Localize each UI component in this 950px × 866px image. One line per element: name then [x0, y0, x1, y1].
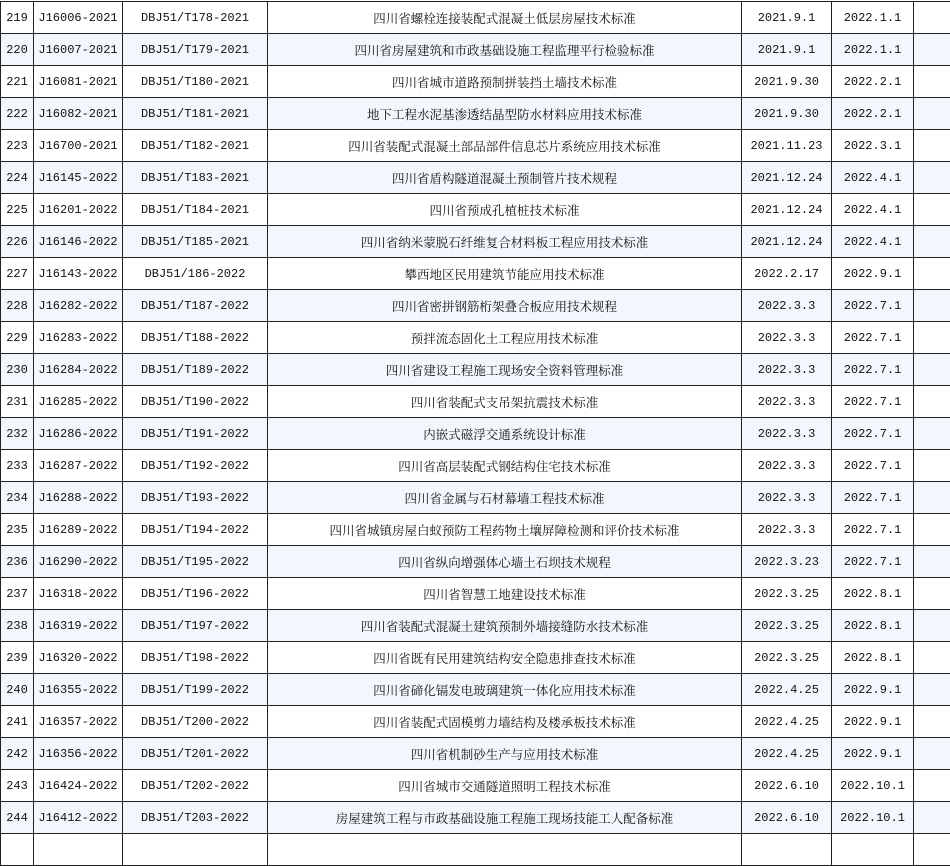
table-row — [1, 738, 950, 770]
publish-date-cell: 2022.4.25 — [742, 674, 832, 706]
table-row — [1, 642, 950, 674]
standard-code-cell: DBJ51/T189-2022 — [123, 354, 268, 386]
row-number-cell: 226 — [1, 226, 34, 258]
row-number-cell: 236 — [1, 546, 34, 578]
standard-code-cell: DBJ51/T184-2021 — [123, 194, 268, 226]
empty-cell — [914, 258, 950, 290]
record-number-cell: J16286-2022 — [34, 418, 123, 450]
record-number-cell: J16318-2022 — [34, 578, 123, 610]
empty-cell — [914, 194, 950, 226]
empty-cell — [914, 386, 950, 418]
empty-cell — [914, 98, 950, 130]
standard-title-cell: 攀西地区民用建筑节能应用技术标准 — [268, 258, 742, 290]
empty-cell — [914, 226, 950, 258]
effective-date-cell — [832, 834, 914, 866]
empty-cell — [914, 546, 950, 578]
publish-date-cell: 2021.9.30 — [742, 98, 832, 130]
publish-date-cell: 2021.12.24 — [742, 162, 832, 194]
standard-code-cell: DBJ51/T193-2022 — [123, 482, 268, 514]
table-row — [1, 258, 950, 290]
standard-title-cell: 四川省纳米蒙脱石纤维复合材料板工程应用技术标准 — [268, 226, 742, 258]
table-row — [1, 802, 950, 834]
row-number-cell: 221 — [1, 66, 34, 98]
row-number-cell: 230 — [1, 354, 34, 386]
publish-date-cell: 2022.3.3 — [742, 322, 832, 354]
row-number-cell: 227 — [1, 258, 34, 290]
standard-code-cell: DBJ51/T191-2022 — [123, 418, 268, 450]
standard-title-cell: 四川省房屋建筑和市政基础设施工程监理平行检验标准 — [268, 34, 742, 66]
standard-code-cell: DBJ51/T197-2022 — [123, 610, 268, 642]
table-row — [1, 674, 950, 706]
standard-title-cell: 四川省既有民用建筑结构安全隐患排查技术标准 — [268, 642, 742, 674]
table-row — [1, 290, 950, 322]
standard-code-cell: DBJ51/T179-2021 — [123, 34, 268, 66]
standard-title-cell: 地下工程水泥基渗透结晶型防水材料应用技术标准 — [268, 98, 742, 130]
effective-date-cell: 2022.9.1 — [832, 738, 914, 770]
row-number-cell: 234 — [1, 482, 34, 514]
record-number-cell: J16424-2022 — [34, 770, 123, 802]
table-row — [1, 322, 950, 354]
empty-cell — [914, 2, 950, 34]
record-number-cell: J16355-2022 — [34, 674, 123, 706]
empty-cell — [914, 642, 950, 674]
standard-title-cell: 四川省高层装配式钢结构住宅技术标准 — [268, 450, 742, 482]
row-number-cell: 222 — [1, 98, 34, 130]
standard-title-cell: 四川省装配式混凝土建筑预制外墙接缝防水技术标准 — [268, 610, 742, 642]
table-row — [1, 610, 950, 642]
empty-cell — [914, 770, 950, 802]
empty-cell — [914, 706, 950, 738]
standard-title-cell: 四川省智慧工地建设技术标准 — [268, 578, 742, 610]
effective-date-cell: 2022.4.1 — [832, 226, 914, 258]
record-number-cell: J16145-2022 — [34, 162, 123, 194]
record-number-cell: J16143-2022 — [34, 258, 123, 290]
row-number-cell: 239 — [1, 642, 34, 674]
standard-title-cell: 四川省建设工程施工现场安全资料管理标准 — [268, 354, 742, 386]
effective-date-cell: 2022.4.1 — [832, 194, 914, 226]
effective-date-cell: 2022.7.1 — [832, 546, 914, 578]
empty-cell — [914, 610, 950, 642]
table-row — [1, 482, 950, 514]
row-number-cell: 223 — [1, 130, 34, 162]
effective-date-cell: 2022.7.1 — [832, 450, 914, 482]
record-number-cell: J16290-2022 — [34, 546, 123, 578]
row-number-cell: 232 — [1, 418, 34, 450]
record-number-cell: J16006-2021 — [34, 2, 123, 34]
standard-title-cell: 四川省密拼钢筋桁架叠合板应用技术规程 — [268, 290, 742, 322]
effective-date-cell: 2022.7.1 — [832, 482, 914, 514]
effective-date-cell: 2022.1.1 — [832, 34, 914, 66]
effective-date-cell: 2022.8.1 — [832, 642, 914, 674]
effective-date-cell: 2022.8.1 — [832, 578, 914, 610]
standard-code-cell: DBJ51/T202-2022 — [123, 770, 268, 802]
empty-cell — [914, 578, 950, 610]
effective-date-cell: 2022.1.1 — [832, 2, 914, 34]
table-row — [1, 66, 950, 98]
publish-date-cell: 2022.4.25 — [742, 706, 832, 738]
publish-date-cell: 2022.3.3 — [742, 450, 832, 482]
standard-code-cell: DBJ51/T178-2021 — [123, 2, 268, 34]
table-row — [1, 450, 950, 482]
standard-code-cell: DBJ51/T194-2022 — [123, 514, 268, 546]
empty-cell — [914, 34, 950, 66]
publish-date-cell: 2022.3.3 — [742, 386, 832, 418]
publish-date-cell — [742, 834, 832, 866]
empty-cell — [914, 834, 950, 866]
standard-title-cell: 四川省螺栓连接装配式混凝土低层房屋技术标准 — [268, 2, 742, 34]
effective-date-cell: 2022.3.1 — [832, 130, 914, 162]
record-number-cell: J16288-2022 — [34, 482, 123, 514]
table-row — [1, 578, 950, 610]
effective-date-cell: 2022.10.1 — [832, 802, 914, 834]
record-number-cell: J16081-2021 — [34, 66, 123, 98]
row-number-cell: 219 — [1, 2, 34, 34]
publish-date-cell: 2022.3.3 — [742, 290, 832, 322]
effective-date-cell: 2022.8.1 — [832, 610, 914, 642]
record-number-cell: J16356-2022 — [34, 738, 123, 770]
publish-date-cell: 2021.9.1 — [742, 34, 832, 66]
standard-title-cell: 四川省盾构隧道混凝土预制管片技术规程 — [268, 162, 742, 194]
table-row — [1, 194, 950, 226]
standard-code-cell: DBJ51/186-2022 — [123, 258, 268, 290]
row-number-cell: 225 — [1, 194, 34, 226]
table-row — [1, 546, 950, 578]
table-row — [1, 2, 950, 34]
standard-title-cell: 房屋建筑工程与市政基础设施工程施工现场技能工人配备标准 — [268, 802, 742, 834]
record-number-cell: J16282-2022 — [34, 290, 123, 322]
empty-cell — [914, 290, 950, 322]
table-body — [1, 2, 950, 866]
publish-date-cell: 2021.9.1 — [742, 2, 832, 34]
row-number-cell: 233 — [1, 450, 34, 482]
table-row — [1, 418, 950, 450]
effective-date-cell: 2022.9.1 — [832, 258, 914, 290]
record-number-cell: J16357-2022 — [34, 706, 123, 738]
record-number-cell: J16082-2021 — [34, 98, 123, 130]
publish-date-cell: 2022.3.25 — [742, 642, 832, 674]
standard-title-cell: 四川省预成孔植桩技术标准 — [268, 194, 742, 226]
effective-date-cell: 2022.7.1 — [832, 322, 914, 354]
row-number-cell: 242 — [1, 738, 34, 770]
empty-cell — [914, 674, 950, 706]
effective-date-cell: 2022.9.1 — [832, 674, 914, 706]
row-number-cell: 220 — [1, 34, 34, 66]
standard-code-cell: DBJ51/T195-2022 — [123, 546, 268, 578]
effective-date-cell: 2022.9.1 — [832, 706, 914, 738]
publish-date-cell: 2021.12.24 — [742, 194, 832, 226]
standard-code-cell: DBJ51/T181-2021 — [123, 98, 268, 130]
record-number-cell: J16319-2022 — [34, 610, 123, 642]
publish-date-cell: 2022.6.10 — [742, 802, 832, 834]
row-number-cell: 241 — [1, 706, 34, 738]
empty-cell — [914, 738, 950, 770]
table-row — [1, 834, 950, 866]
publish-date-cell: 2022.3.3 — [742, 418, 832, 450]
publish-date-cell: 2022.6.10 — [742, 770, 832, 802]
record-number-cell: J16289-2022 — [34, 514, 123, 546]
standard-code-cell: DBJ51/T196-2022 — [123, 578, 268, 610]
table-row — [1, 706, 950, 738]
standard-code-cell: DBJ51/T201-2022 — [123, 738, 268, 770]
standard-title-cell: 四川省碲化镉发电玻璃建筑一体化应用技术标准 — [268, 674, 742, 706]
publish-date-cell: 2022.3.3 — [742, 354, 832, 386]
effective-date-cell: 2022.7.1 — [832, 418, 914, 450]
standard-code-cell: DBJ51/T198-2022 — [123, 642, 268, 674]
publish-date-cell: 2022.4.25 — [742, 738, 832, 770]
table-row — [1, 98, 950, 130]
empty-cell — [914, 354, 950, 386]
table-row — [1, 226, 950, 258]
empty-cell — [914, 162, 950, 194]
standard-code-cell: DBJ51/T192-2022 — [123, 450, 268, 482]
table-row — [1, 354, 950, 386]
empty-cell — [914, 802, 950, 834]
publish-date-cell: 2022.3.3 — [742, 482, 832, 514]
record-number-cell: J16146-2022 — [34, 226, 123, 258]
standard-code-cell: DBJ51/T190-2022 — [123, 386, 268, 418]
table-row — [1, 514, 950, 546]
record-number-cell: J16007-2021 — [34, 34, 123, 66]
standard-code-cell: DBJ51/T180-2021 — [123, 66, 268, 98]
publish-date-cell: 2022.3.3 — [742, 514, 832, 546]
standard-code-cell — [123, 834, 268, 866]
standard-title-cell: 四川省金属与石材幕墙工程技术标准 — [268, 482, 742, 514]
record-number-cell: J16284-2022 — [34, 354, 123, 386]
standard-title-cell: 四川省装配式固模剪力墙结构及楼承板技术标准 — [268, 706, 742, 738]
row-number-cell: 244 — [1, 802, 34, 834]
standard-title-cell: 内嵌式磁浮交通系统设计标准 — [268, 418, 742, 450]
empty-cell — [914, 130, 950, 162]
publish-date-cell: 2022.3.23 — [742, 546, 832, 578]
publish-date-cell: 2021.9.30 — [742, 66, 832, 98]
standard-title-cell: 四川省装配式混凝土部品部件信息芯片系统应用技术标准 — [268, 130, 742, 162]
row-number-cell: 240 — [1, 674, 34, 706]
row-number-cell — [1, 834, 34, 866]
publish-date-cell: 2022.3.25 — [742, 610, 832, 642]
publish-date-cell: 2022.3.25 — [742, 578, 832, 610]
standard-title-cell — [268, 834, 742, 866]
row-number-cell: 238 — [1, 610, 34, 642]
empty-cell — [914, 450, 950, 482]
standard-code-cell: DBJ51/T203-2022 — [123, 802, 268, 834]
table-row — [1, 130, 950, 162]
effective-date-cell: 2022.7.1 — [832, 386, 914, 418]
record-number-cell: J16201-2022 — [34, 194, 123, 226]
standard-code-cell: DBJ51/T188-2022 — [123, 322, 268, 354]
table-row — [1, 770, 950, 802]
standard-title-cell: 四川省城市道路预制拼装挡土墙技术标准 — [268, 66, 742, 98]
record-number-cell: J16412-2022 — [34, 802, 123, 834]
standard-code-cell: DBJ51/T187-2022 — [123, 290, 268, 322]
effective-date-cell: 2022.7.1 — [832, 290, 914, 322]
effective-date-cell: 2022.2.1 — [832, 66, 914, 98]
record-number-cell: J16287-2022 — [34, 450, 123, 482]
row-number-cell: 224 — [1, 162, 34, 194]
effective-date-cell: 2022.7.1 — [832, 354, 914, 386]
empty-cell — [914, 514, 950, 546]
publish-date-cell: 2022.2.17 — [742, 258, 832, 290]
standard-code-cell: DBJ51/T200-2022 — [123, 706, 268, 738]
publish-date-cell: 2021.12.24 — [742, 226, 832, 258]
standard-title-cell: 四川省纵向增强体心墙土石坝技术规程 — [268, 546, 742, 578]
standard-title-cell: 四川省城镇房屋白蚁预防工程药物土壤屏障检测和评价技术标准 — [268, 514, 742, 546]
standard-code-cell: DBJ51/T183-2021 — [123, 162, 268, 194]
record-number-cell: J16700-2021 — [34, 130, 123, 162]
standard-code-cell: DBJ51/T185-2021 — [123, 226, 268, 258]
row-number-cell: 235 — [1, 514, 34, 546]
effective-date-cell: 2022.7.1 — [832, 514, 914, 546]
effective-date-cell: 2022.10.1 — [832, 770, 914, 802]
table-row — [1, 34, 950, 66]
record-number-cell — [34, 834, 123, 866]
empty-cell — [914, 322, 950, 354]
record-number-cell: J16283-2022 — [34, 322, 123, 354]
publish-date-cell: 2021.11.23 — [742, 130, 832, 162]
record-number-cell: J16285-2022 — [34, 386, 123, 418]
row-number-cell: 237 — [1, 578, 34, 610]
standard-title-cell: 四川省机制砂生产与应用技术标准 — [268, 738, 742, 770]
standard-code-cell: DBJ51/T199-2022 — [123, 674, 268, 706]
standard-code-cell: DBJ51/T182-2021 — [123, 130, 268, 162]
standards-table — [0, 1, 950, 866]
row-number-cell: 228 — [1, 290, 34, 322]
row-number-cell: 229 — [1, 322, 34, 354]
record-number-cell: J16320-2022 — [34, 642, 123, 674]
effective-date-cell: 2022.4.1 — [832, 162, 914, 194]
empty-cell — [914, 66, 950, 98]
row-number-cell: 231 — [1, 386, 34, 418]
standard-title-cell: 预拌流态固化土工程应用技术标准 — [268, 322, 742, 354]
row-number-cell: 243 — [1, 770, 34, 802]
standard-title-cell: 四川省城市交通隧道照明工程技术标准 — [268, 770, 742, 802]
standard-title-cell: 四川省装配式支吊架抗震技术标准 — [268, 386, 742, 418]
empty-cell — [914, 418, 950, 450]
empty-cell — [914, 482, 950, 514]
table-row — [1, 162, 950, 194]
effective-date-cell: 2022.2.1 — [832, 98, 914, 130]
table-row — [1, 386, 950, 418]
